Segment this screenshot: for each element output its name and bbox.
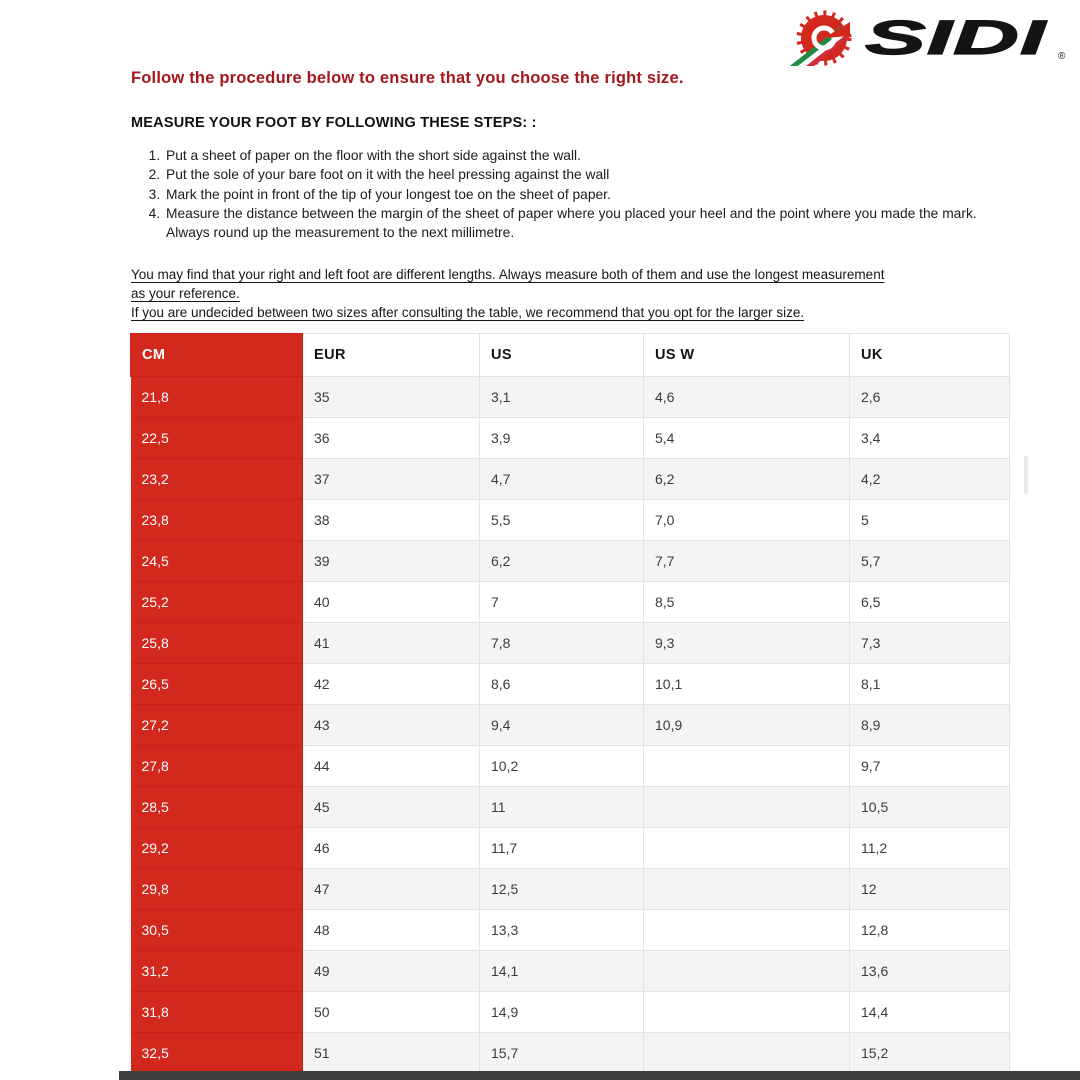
size-cell: 51 [303, 1033, 480, 1074]
size-cell: 7 [480, 582, 644, 623]
size-cell: 12,5 [480, 869, 644, 910]
size-cell: 6,2 [480, 541, 644, 582]
note-line: You may find that your right and left foot are different lengths. Always measure both of them and use the longest measurement [131, 267, 885, 282]
cm-cell: 23,8 [131, 500, 303, 541]
size-row [131, 377, 1010, 418]
measure-step: 1. Put a sheet of paper on the floor with the short side against the wall. [164, 146, 1022, 165]
cm-cell: 25,2 [131, 582, 303, 623]
cm-cell: 28,5 [131, 787, 303, 828]
size-cell: 39 [303, 541, 480, 582]
size-cell: 48 [303, 910, 480, 951]
size-row [131, 664, 1010, 705]
size-cell: 9,4 [480, 705, 644, 746]
size-row [131, 500, 1010, 541]
cm-cell: 31,2 [131, 951, 303, 992]
size-cell: 5,4 [644, 418, 850, 459]
column-header: CM [131, 334, 303, 377]
size-cell: 5,7 [850, 541, 1010, 582]
size-cell: 42 [303, 664, 480, 705]
size-cell: 46 [303, 828, 480, 869]
size-cell: 7,7 [644, 541, 850, 582]
size-row [131, 787, 1010, 828]
size-cell: 7,3 [850, 623, 1010, 664]
size-cell: 47 [303, 869, 480, 910]
footer-bar [119, 1071, 1080, 1080]
size-row [131, 828, 1010, 869]
cm-cell: 31,8 [131, 992, 303, 1033]
size-cell: 8,6 [480, 664, 644, 705]
column-header: US W [644, 334, 850, 377]
note-line: If you are undecided between two sizes after consulting the table, we recommend that you opt for the larger size. [131, 304, 805, 320]
size-cell: 10,2 [480, 746, 644, 787]
size-cell: 49 [303, 951, 480, 992]
size-cell: 5 [850, 500, 1010, 541]
measurement-notes [131, 266, 1031, 322]
size-cell: 11,7 [480, 828, 644, 869]
size-row [131, 623, 1010, 664]
size-cell: 6,5 [850, 582, 1010, 623]
size-cell: 4,6 [644, 377, 850, 418]
sidi-wordmark [865, 11, 1066, 64]
note-line: as your reference. [131, 285, 240, 301]
size-row [131, 910, 1010, 951]
size-cell [644, 992, 850, 1033]
size-cell: 12 [850, 869, 1010, 910]
size-cell [644, 910, 850, 951]
cm-cell: 27,8 [131, 746, 303, 787]
size-row [131, 869, 1010, 910]
size-row [131, 992, 1010, 1033]
registered-mark: ® [1058, 51, 1066, 62]
size-table-body [131, 377, 1010, 1074]
size-cell: 43 [303, 705, 480, 746]
size-cell: 14,9 [480, 992, 644, 1033]
measure-steps-list [131, 146, 1022, 242]
cm-cell: 24,5 [131, 541, 303, 582]
size-cell: 14,1 [480, 951, 644, 992]
size-cell: 8,5 [644, 582, 850, 623]
size-row [131, 459, 1010, 500]
size-cell: 15,2 [850, 1033, 1010, 1074]
size-cell: 15,7 [480, 1033, 644, 1074]
size-cell: 11 [480, 787, 644, 828]
size-row [131, 541, 1010, 582]
cm-cell: 25,8 [131, 623, 303, 664]
size-cell: 8,1 [850, 664, 1010, 705]
size-cell: 35 [303, 377, 480, 418]
size-row [131, 582, 1010, 623]
cm-cell: 32,5 [131, 1033, 303, 1074]
size-cell: 6,2 [644, 459, 850, 500]
size-table-header [131, 334, 1010, 377]
size-row [131, 746, 1010, 787]
size-cell [644, 869, 850, 910]
brand-name: SIDI [865, 11, 1047, 65]
size-cell: 3,9 [480, 418, 644, 459]
size-cell: 13,6 [850, 951, 1010, 992]
size-row [131, 705, 1010, 746]
size-cell [644, 746, 850, 787]
size-cell: 2,6 [850, 377, 1010, 418]
column-header: UK [850, 334, 1010, 377]
scrollbar-thumb[interactable] [1024, 456, 1028, 494]
sidi-logo [770, 8, 1070, 66]
size-cell: 9,3 [644, 623, 850, 664]
size-row [131, 1033, 1010, 1074]
header-row [131, 334, 1010, 377]
size-cell: 38 [303, 500, 480, 541]
cm-cell: 29,2 [131, 828, 303, 869]
size-cell: 4,2 [850, 459, 1010, 500]
column-header: US [480, 334, 644, 377]
measure-step: 4. Measure the distance between the margin of the sheet of paper where you placed your heel and the point where you made the mark. Always round up the measurement to the next millimetre. [164, 204, 1022, 243]
measure-step: 3. Mark the point in front of the tip of your longest toe on the sheet of paper. [164, 185, 1022, 204]
size-cell: 12,8 [850, 910, 1010, 951]
column-header: EUR [303, 334, 480, 377]
cm-cell: 22,5 [131, 418, 303, 459]
size-cell: 7,8 [480, 623, 644, 664]
size-cell [644, 828, 850, 869]
size-cell: 4,7 [480, 459, 644, 500]
cm-cell: 29,8 [131, 869, 303, 910]
cm-cell: 27,2 [131, 705, 303, 746]
size-conversion-table [130, 333, 1010, 1074]
cm-cell: 30,5 [131, 910, 303, 951]
page-title: Follow the procedure below to ensure that you choose the right size. [131, 69, 684, 87]
size-cell: 3,1 [480, 377, 644, 418]
size-cell: 3,4 [850, 418, 1010, 459]
cm-cell: 21,8 [131, 377, 303, 418]
size-cell: 8,9 [850, 705, 1010, 746]
size-cell: 37 [303, 459, 480, 500]
size-cell: 9,7 [850, 746, 1010, 787]
size-cell [644, 787, 850, 828]
measure-instructions-title: MEASURE YOUR FOOT BY FOLLOWING THESE STEPS: : [131, 115, 537, 131]
size-cell: 10,9 [644, 705, 850, 746]
size-row [131, 951, 1010, 992]
cm-cell: 26,5 [131, 664, 303, 705]
size-row [131, 418, 1010, 459]
size-cell: 7,0 [644, 500, 850, 541]
size-cell: 44 [303, 746, 480, 787]
size-cell: 13,3 [480, 910, 644, 951]
sidi-logo-graphic [770, 8, 1070, 66]
size-cell: 5,5 [480, 500, 644, 541]
size-cell: 14,4 [850, 992, 1010, 1033]
size-cell: 41 [303, 623, 480, 664]
size-cell: 36 [303, 418, 480, 459]
size-cell: 45 [303, 787, 480, 828]
size-cell: 10,5 [850, 787, 1010, 828]
size-cell: 40 [303, 582, 480, 623]
cm-cell: 23,2 [131, 459, 303, 500]
size-cell: 10,1 [644, 664, 850, 705]
size-cell [644, 951, 850, 992]
measure-step: 2. Put the sole of your bare foot on it with the heel pressing against the wall [164, 165, 1022, 184]
size-cell [644, 1033, 850, 1074]
sidi-swirl-icon [788, 13, 850, 66]
size-cell: 11,2 [850, 828, 1010, 869]
size-cell: 50 [303, 992, 480, 1033]
